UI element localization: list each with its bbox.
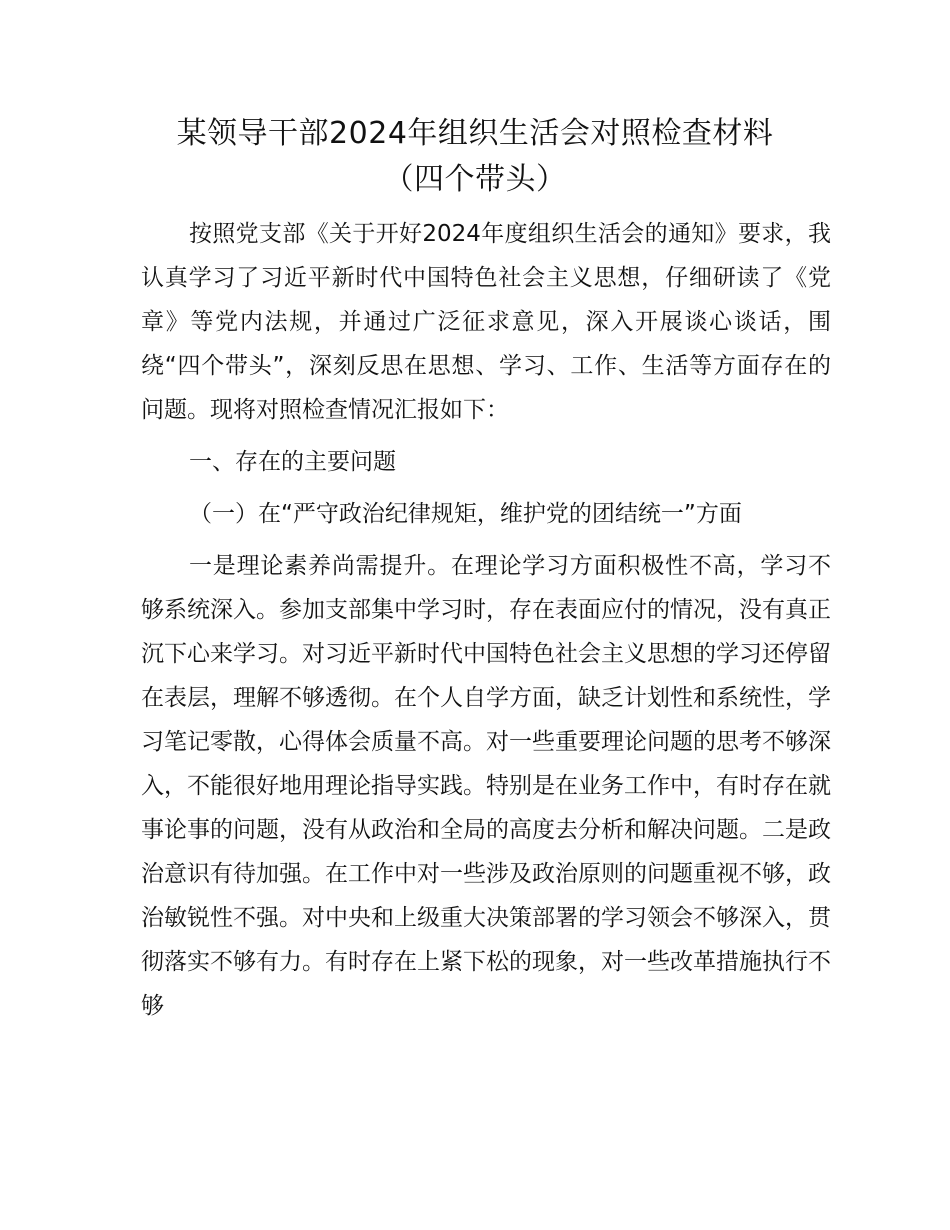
document-title: 某领导干部2024年组织生活会对照检查材料 xyxy=(176,116,774,151)
document-body xyxy=(141,212,831,1036)
document-subtitle: （四个带头） xyxy=(383,162,567,197)
intro-paragraph: 按照党支部《关于开好2024年度组织生活会的通知》要求，我认真学习了习近平新时代中国特色社会主义思想，仔细研读了《党章》等党内法规，并通过广泛征求意见，深入开展谈心谈话，围绕“四个带头”，深刻反思在思想、学习、工作、生活等方面存在的问题。现将对照检查情况汇报如下： xyxy=(141,221,831,423)
section-heading: 一、存在的主要问题 xyxy=(189,449,396,475)
subsection-heading: （一）在“严守政治纪律规矩，维护党的团结统一”方面 xyxy=(189,501,742,527)
body-paragraph: 一是理论素养尚需提升。在理论学习方面积极性不高，学习不够系统深入。参加支部集中学习时，存在表面应付的情况，没有真正沉下心来学习。对习近平新时代中国特色社会主义思想的学习还停留在表层，理解不够透彻。在个人自学方面，缺乏计划性和系统性，学习笔记零散，心得体会质量不高。对一些重要理论问题的思考不够深入，不能很好地用理论指导实践。特别是在业务工作中，有时存在就事论事的问题，没有从政治和全局的高度去分析和解决问题。二是政治意识有待加强。在工作中对一些涉及政治原则的问题重视不够，政治敏锐性不强。对中央和上级重大决策部署的学习领会不够深入，贯彻落实不够有力。有时存在上紧下松的现象，对一些改革措施执行不够 xyxy=(141,553,831,1019)
